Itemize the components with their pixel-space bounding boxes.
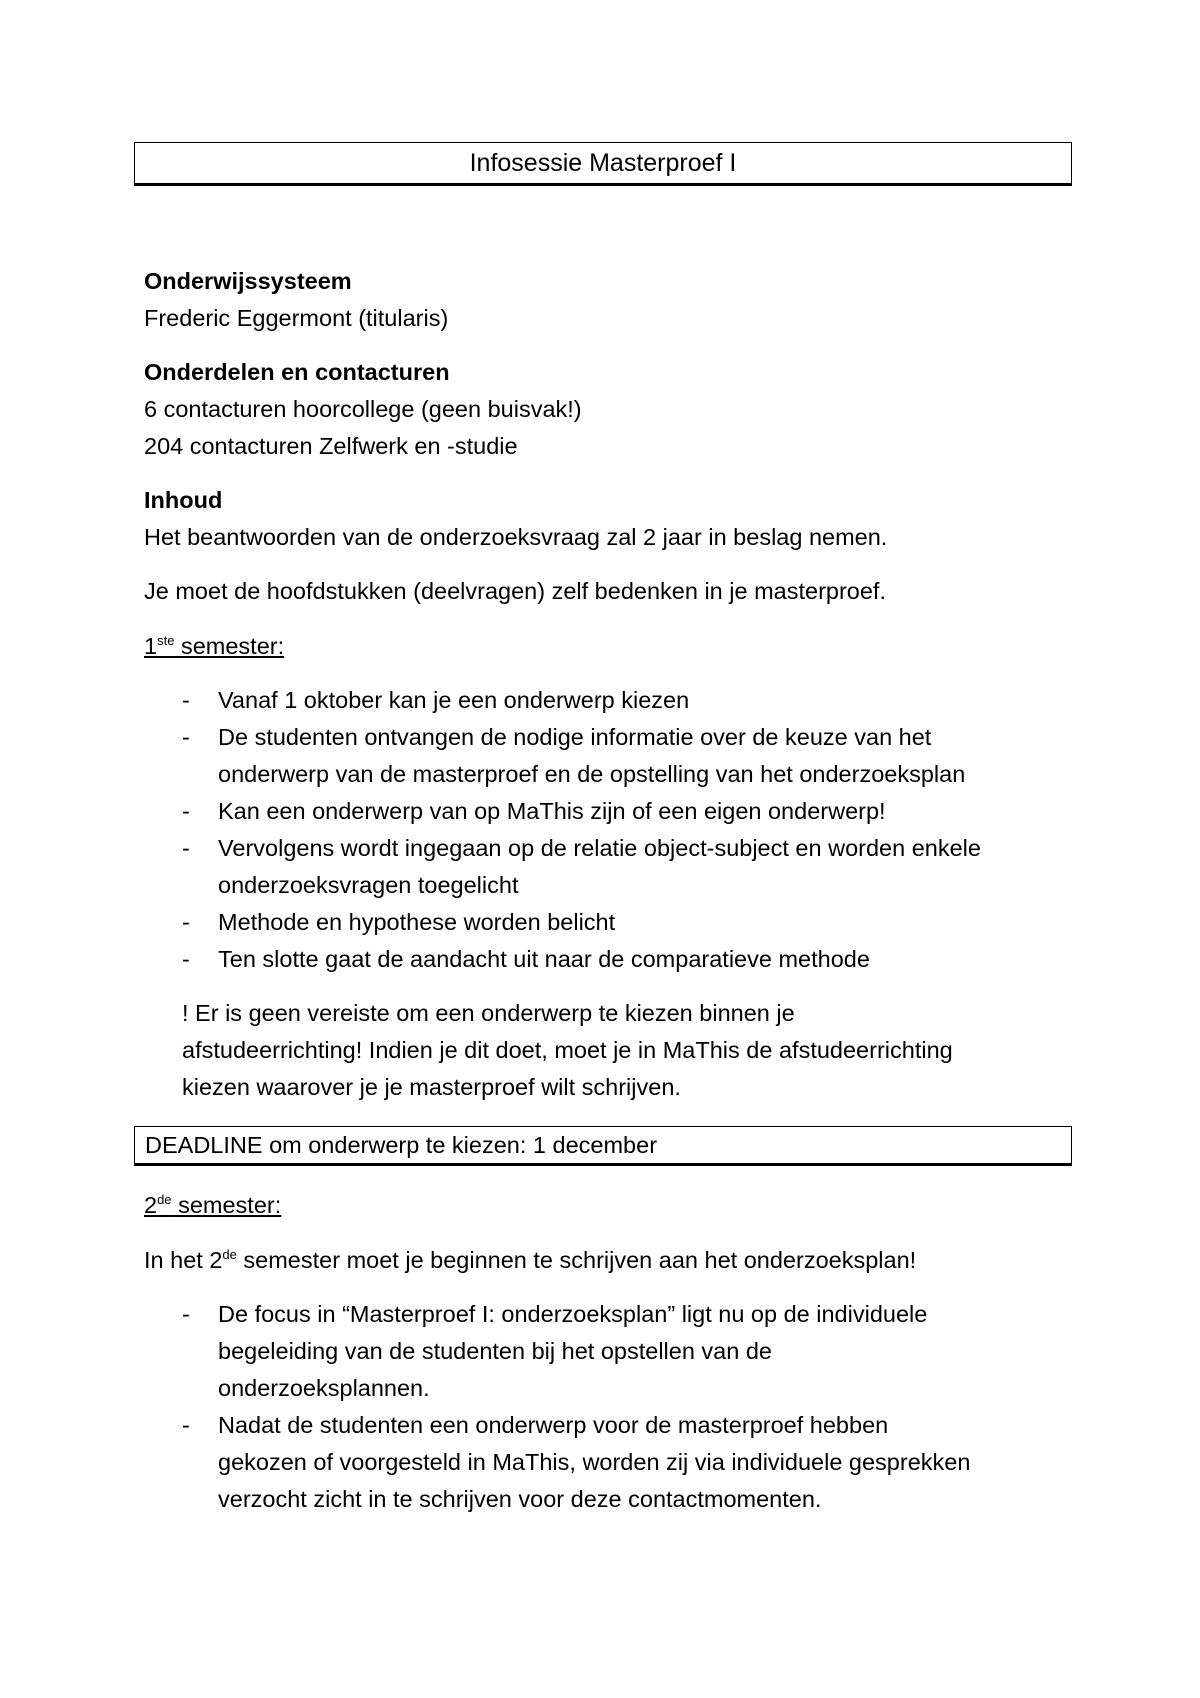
inhoud-paragraph-1: Het beantwoorden van de onderzoeksvraag zal 2 jaar in beslag nemen. [144,524,888,550]
bullet-dash: - [182,1301,190,1327]
bullet-dash: - [182,687,190,713]
bullet-dash: - [182,798,190,824]
list-item: Kan een onderwerp van op MaThis zijn of een eigen onderwerp! [218,798,886,824]
deadline-text: DEADLINE om onderwerp te kiezen: 1 december [145,1132,658,1158]
list-item-continuation: onderzoeksplannen. [218,1375,430,1401]
note-line-2: afstudeerrichting! Indien je dit doet, moet je in MaThis de afstudeerrichting [182,1037,953,1063]
titularis-line: Frederic Eggermont (titularis) [144,305,449,331]
list-item-continuation: gekozen of voorgesteld in MaThis, worden zij via individuele gesprekken [218,1449,971,1475]
document-title: Infosessie Masterproef I [134,142,1072,186]
contacturen-line-1: 6 contacturen hoorcollege (geen buisvak!) [144,396,582,422]
note-line-3: kiezen waarover je je masterproef wilt schrijven. [182,1074,681,1100]
semester-1-heading: 1ste semester: [144,633,285,659]
bullet-dash: - [182,835,190,861]
list-item-continuation: verzocht zicht in te schrijven voor deze contactmomenten. [218,1486,822,1512]
bullet-dash: - [182,1412,190,1438]
list-item-continuation: onderzoeksvragen toegelicht [218,872,519,898]
list-item: Vervolgens wordt ingegaan op de relatie object-subject en worden enkele [218,835,981,861]
semester-2-intro: In het 2de semester moet je beginnen te schrijven aan het onderzoeksplan! [144,1247,917,1273]
list-item: Methode en hypothese worden belicht [218,909,616,935]
list-item-continuation: onderwerp van de masterproef en de opstelling van het onderzoeksplan [218,761,966,787]
inhoud-paragraph-2: Je moet de hoofdstukken (deelvragen) zelf bedenken in je masterproef. [144,578,886,604]
bullet-dash: - [182,724,190,750]
list-item-continuation: begeleiding van de studenten bij het opstellen van de [218,1338,772,1364]
semester-2-heading: 2de semester: [144,1192,282,1218]
list-item: Vanaf 1 oktober kan je een onderwerp kiezen [218,687,690,713]
list-item: Ten slotte gaat de aandacht uit naar de comparatieve methode [218,946,870,972]
bullet-dash: - [182,909,190,935]
note-line-1: ! Er is geen vereiste om een onderwerp te kiezen binnen je [182,1000,795,1026]
bullet-dash: - [182,946,190,972]
deadline-box [134,1126,1072,1166]
heading-onderwijssysteem: Onderwijssysteem [144,268,352,294]
heading-inhoud: Inhoud [144,487,223,513]
list-item: De focus in “Masterproef I: onderzoeksplan” ligt nu op de individuele [218,1301,928,1327]
contacturen-line-2: 204 contacturen Zelfwerk en -studie [144,433,518,459]
list-item: De studenten ontvangen de nodige informatie over de keuze van het [218,724,932,750]
heading-onderdelen: Onderdelen en contacturen [144,359,450,385]
list-item: Nadat de studenten een onderwerp voor de masterproef hebben [218,1412,889,1438]
